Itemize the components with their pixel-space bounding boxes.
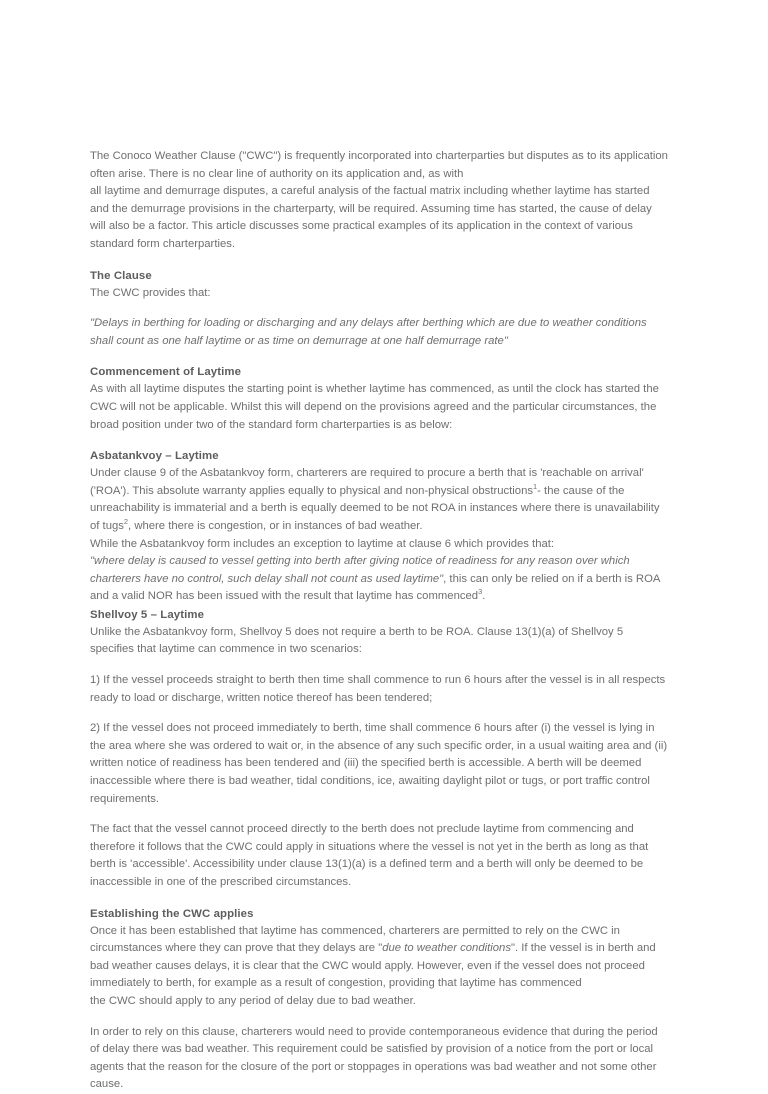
commencement-body: [90, 381, 668, 434]
footnote-marker-1: 1: [533, 481, 538, 491]
document-body: [90, 148, 668, 1094]
footnote-marker-2: 2: [123, 517, 129, 527]
shellvoy-scenario-2-text: 2) If the vessel does not proceed immediately to berth, time shall commence 6 hours after (i) the vessel is lying in the area where she was ordered to wait or, in the absence of any such specific order, in a usual waiting area and (ii) written notice of readiness has been tendered and (iii) the specified berth is accessible. A berth will be deemed inaccessible where there is bad weather, tidal conditions, ice, awaiting daylight pilot or tugs, or port traffic control requirements.: [90, 722, 668, 805]
establishing-final-paragraph: [90, 1024, 668, 1094]
intro-paragraph-line2: [90, 183, 668, 253]
asbatankvoy-text-2: - the cause of the unreachability is immaterial and a berth is equally deemed to be not ROA in instances where there is unavailability of tugs: [90, 484, 660, 532]
shellvoy-body-text: Unlike the Asbatankvoy form, Shellvoy 5 does not require a berth to be ROA. Clause 13(1)(a) of Shellvoy 5 specifies that laytime can commence in two scenarios:: [90, 625, 624, 656]
asbatankvoy-body-2: [90, 536, 668, 554]
heading-shellvoy-5-laytime: Shellvoy 5 – Laytime: [90, 608, 205, 621]
asbatankvoy-text-6: .: [482, 590, 486, 603]
asbatankvoy-text-3: , where there is congestion, or in instances of bad weather.: [128, 519, 423, 532]
asbatankvoy-text-4: While the Asbatankvoy form includes an exception to laytime at clause 6 which provides that:: [90, 537, 555, 550]
intro-text-2: all laytime and demurrage disputes, a careful analysis of the factual matrix including whether laytime has started and the demurrage provisions in the charterparty, will be required. Assuming time has started, the cause of delay will also be a factor. This article discusses some practical examples of its application in the context of various standard form charterparties.: [90, 185, 652, 250]
establishing-text-2: If the vessel is in berth and bad weather causes delays, it is clear that the CWC would apply. However, even if the vessel does not proceed immediately to berth, for example as a result of congestion, providing that laytime has commenced: [90, 942, 656, 990]
asbatankvoy-text-5: , this can only be relied on if a berth is ROA and a valid NOR has been issued with the result that laytime has commenced: [90, 572, 660, 603]
establishing-quoted-phrase: due to weather conditions: [382, 942, 511, 955]
asbatankvoy-text-1: Under clause 9 of the Asbatankvoy form, charterers are required to procure a berth that is 'reachable on arrival' ('ROA'). This absolute warranty applies equally to physical and non-physical obstructions: [90, 467, 644, 497]
establishing-body-1: [90, 923, 668, 993]
shellvoy-scenario-1: [90, 672, 668, 707]
intro-text-1: The Conoco Weather Clause ("CWC") is frequently incorporated into charterparties but disputes as to its application often arise. There is no clear line of authority on its application and, as with: [90, 150, 668, 180]
heading-commencement-of-laytime: Commencement of Laytime: [90, 366, 242, 379]
intro-paragraph-line1: [90, 148, 668, 183]
quote-close: ".: [510, 942, 519, 955]
establishing-text-3: the CWC should apply to any period of delay due to bad weather.: [90, 994, 416, 1007]
heading-asbatankvoy-laytime: Asbatankvoy – Laytime: [90, 450, 219, 463]
heading-the-clause: The Clause: [90, 269, 152, 282]
shellvoy-closing: [90, 821, 668, 891]
shellvoy-scenario-2: [90, 720, 668, 808]
the-clause-lead-text: The CWC provides that:: [90, 286, 211, 299]
asbatankvoy-exception: [90, 553, 668, 606]
establishing-text-1: Once it has been established that laytime has commenced, charterers are permitted to rely on the CWC in circumstances where they can prove that they delays are: [90, 924, 620, 955]
shellvoy-scenario-1-text: 1) If the vessel proceeds straight to berth then time shall commence to run 6 hours after the vessel is in all respects ready to load or discharge, written notice thereof has been tendered;: [90, 674, 666, 704]
commencement-body-text: As with all laytime disputes the starting point is whether laytime has commenced, as until the clock has started the CWC will not be applicable. Whilst this will depend on the provisions agreed and the particular circumstances, the broad position under two of the standard form charterparties is as below:: [90, 383, 659, 431]
footnote-marker-3: 3: [478, 587, 483, 597]
establishing-final-text: In order to rely on this clause, charterers would need to provide contemporaneous evidence that during the period of delay there was bad weather. This requirement could be satisfied by provision of a notice from the port or local agents that the reason for the closure of the port or stoppages in operations was bad weather and not some other cause.: [90, 1025, 658, 1091]
the-clause-quote: [90, 315, 668, 350]
the-clause-quote-text: "Delays in berthing for loading or discharging and any delays after berthing which are due to weather conditions shall count as one half laytime or as time on demurrage at one half demurrage rate": [90, 317, 647, 347]
asbatankvoy-body-1: [90, 465, 668, 535]
asbatankvoy-exception-quote: "where delay is caused to vessel getting into berth after giving notice of readiness for any reason over which charterers have no control, such delay shall not count as used laytime": [90, 555, 630, 585]
establishing-body-2: [90, 993, 668, 1011]
the-clause-lead: [90, 285, 668, 303]
shellvoy-body: [90, 624, 668, 659]
heading-establishing-the-cwc-applies: Establishing the CWC applies: [90, 907, 254, 920]
shellvoy-closing-text: The fact that the vessel cannot proceed directly to the berth does not preclude laytime from commencing and therefore it follows that the CWC could apply in situations where the vessel is not yet in the berth as long as that berth is 'accessible'. Accessibility under clause 13(1)(a) is a defined term and a berth will only be deemed to be inaccessible in one of the prescribed circumstances.: [90, 823, 649, 888]
quote-open: ": [378, 942, 383, 955]
